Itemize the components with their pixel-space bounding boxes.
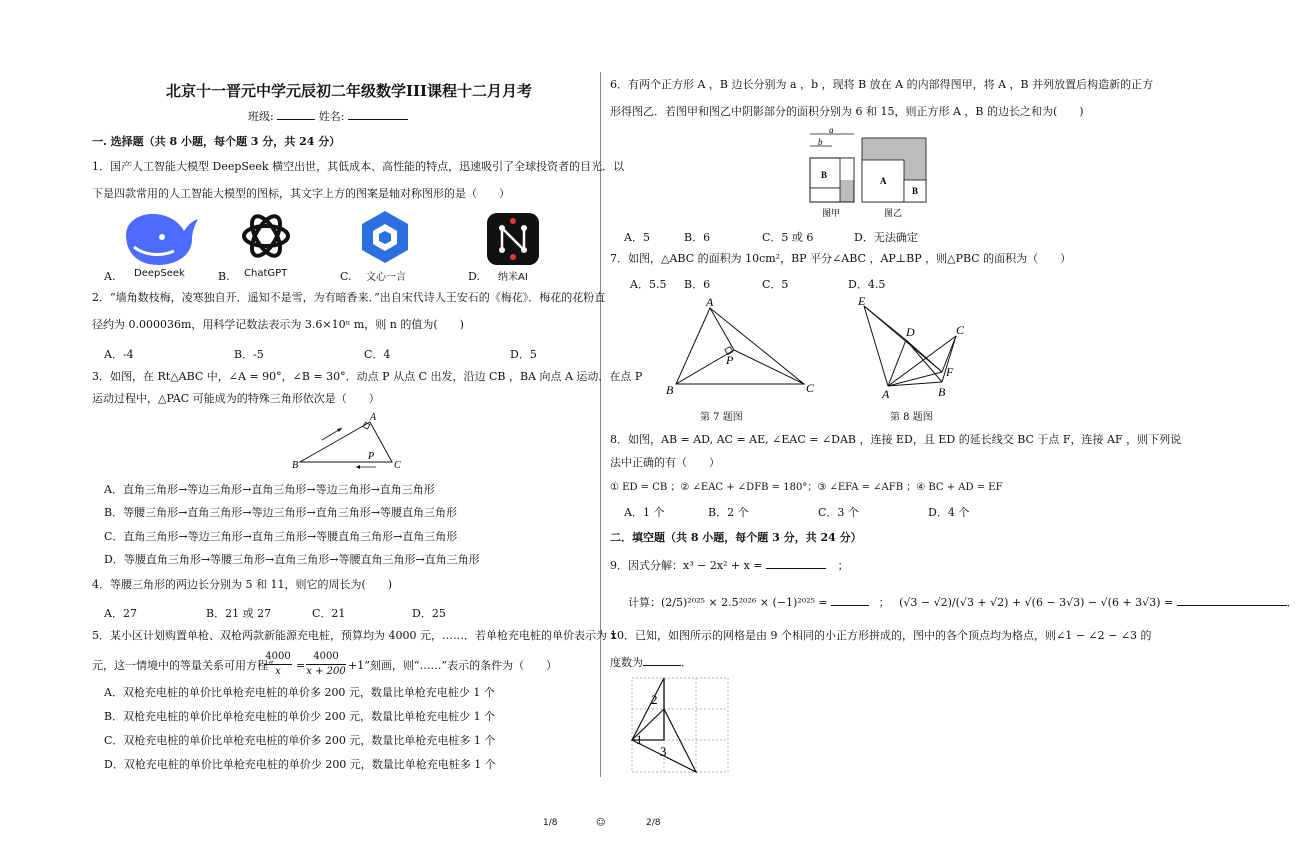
q6-yi-label-b: B	[912, 186, 919, 196]
q9-calc-blank1[interactable]	[831, 594, 869, 606]
q10-line2-text: 度数为	[610, 656, 643, 669]
right-page	[608, 0, 1298, 849]
q5-line2-start: 元，这一情境中的等量关系可用方程“	[92, 659, 274, 672]
q9-tail: ；	[837, 559, 849, 572]
footer-page-left: 1/8	[543, 818, 558, 828]
class-label: 班级:	[248, 110, 274, 123]
q9-calc-expr: (√3 − √2)/(√3 + √2) + √(6 − 3√3) − √(6 + 3√3) =	[899, 596, 1177, 609]
q4-option-b[interactable]: B．21 或 27	[206, 607, 272, 620]
q1-option-b-caption: ChatGPT	[244, 268, 288, 279]
q1-option-d-caption: 纳米AI	[498, 272, 528, 283]
knot-icon	[236, 206, 296, 266]
q2-option-a[interactable]: A．-4	[104, 348, 134, 361]
q5-eq: =	[296, 659, 306, 672]
q10-line1: 10．已知，如图所示的网格是由 9 个相同的小正方形拼成的，图中的各个顶点均为格点，则∠1 − ∠2 − ∠3 的	[610, 629, 1152, 642]
q7-option-d[interactable]: D．4.5	[848, 278, 886, 291]
q4-option-a[interactable]: A．27	[104, 607, 137, 620]
exam-title: 北京十一晋元中学元辰初二年级数学III课程十二月月考	[166, 82, 533, 100]
section1-heading: 一. 选择题（共 8 小题，每个题 3 分，共 24 分）	[92, 135, 341, 148]
q3-option-b[interactable]: B．等腰三角形→直角三角形→等边三角形→直角三角形→等腰直角三角形	[104, 506, 457, 519]
q8-option-d[interactable]: D．4 个	[928, 506, 970, 519]
q1-option-c-letter: C.	[340, 270, 352, 283]
q10-line2	[610, 654, 692, 670]
q7-line1: 7．如图，△ABC 的面积为 10cm²，BP 平分∠ABC ，AP⊥BP ，则△PBC 的面积为（ ）	[610, 252, 1072, 265]
q1-option-a-letter: A.	[104, 270, 116, 283]
q5-option-b[interactable]: B．双枪充电桩的单价比单枪充电桩的单价少 200 元，数量比单枪充电桩少 1 个	[104, 710, 496, 723]
q10-angle-2: 2	[651, 692, 658, 707]
q8-label-c: C	[956, 323, 965, 337]
q5-line1: 5．某小区计划购置单枪、双枪两款新能源充电桩，预算均为 4000 元，……．若单枪充电桩的单价表示为 x	[92, 629, 617, 642]
q1-option-a-caption: DeepSeek	[134, 268, 185, 279]
whale-icon	[120, 205, 202, 267]
q8-line3: ① ED = CB ；② ∠EAC + ∠DFB = 180°；③ ∠EFA = ∠AFB ；④ BC + AD = EF	[610, 482, 1003, 493]
q3-label-p: P	[368, 451, 375, 462]
q1-line2: 下是四款常用的人工智能大模型的图标，其文字上方的图案是轴对称图形的是（ ）	[92, 187, 510, 200]
q10-blank[interactable]	[643, 654, 681, 666]
q5-frac2-num: 4000	[306, 650, 346, 665]
q6-jia-caption: 图甲	[822, 208, 841, 218]
nano-icon	[486, 212, 540, 266]
q7-label-a: A	[706, 295, 714, 309]
q6-yi-label-a: A	[880, 176, 887, 186]
class-blank[interactable]	[277, 108, 315, 120]
section2-heading: 二．填空题（共 8 小题，每个题 3 分，共 24 分）	[610, 531, 862, 544]
q3-line2: 运动过程中，△PAC 可能成为的特殊三角形依次是（ ）	[92, 392, 380, 405]
q7-label-c: C	[806, 381, 815, 395]
q3-label-b: B	[292, 460, 299, 471]
q6-label-a: a	[829, 125, 834, 135]
q3-label-c: C	[394, 460, 401, 471]
q6-option-d[interactable]: D．无法确定	[854, 231, 918, 244]
q6-yi-caption: 图乙	[884, 208, 903, 218]
q8-label-e: E	[858, 294, 866, 308]
q5-option-d[interactable]: D．双枪充电桩的单价比单枪充电桩的单价少 200 元，数量比单枪充电桩多 1 个	[104, 758, 496, 771]
q6-jia-label-b: B	[821, 170, 828, 180]
q9-line1	[610, 557, 849, 573]
q5-frac2	[306, 650, 346, 679]
q10-angle-3: 3	[660, 744, 667, 759]
name-label: 姓名:	[318, 110, 345, 123]
footer-icon: ☺	[596, 818, 606, 828]
q6-option-c[interactable]: C．5 或 6	[762, 231, 814, 244]
q7-caption: 第 7 题图	[700, 412, 743, 423]
name-blank[interactable]	[348, 108, 408, 120]
q9-text: 9．因式分解：x³ − 2x² + x =	[610, 559, 767, 572]
column-divider	[600, 72, 601, 777]
q8-option-c[interactable]: C．3 个	[818, 506, 859, 519]
q6-line2: 形得图乙．若图甲和图乙中阴影部分的面积分别为 6 和 15，则正方形 A ，B 的边长之和为( )	[610, 105, 1084, 118]
q8-option-a[interactable]: A．1 个	[624, 506, 665, 519]
q5-frac2-den: x + 200	[306, 666, 346, 677]
q1-option-b-letter: B.	[218, 270, 230, 283]
q5-frac1-den: x	[275, 666, 281, 677]
q5-option-c[interactable]: C．双枪充电桩的单价比单枪充电桩的单价多 200 元，数量比单枪充电桩多 1 个	[104, 734, 496, 747]
q4-option-c[interactable]: C．21	[312, 607, 346, 620]
q6-label-b: b	[818, 137, 823, 147]
q9-calc-prefix: 计算：(2/5)²⁰²⁵ × 2.5²⁰²⁶ × (−1)²⁰²⁵ =	[628, 596, 832, 609]
q8-label-f: F	[946, 365, 954, 379]
q3-line1: 3．如图，在 Rt△ABC 中，∠A = 90°，∠B = 30°．动点 P 从点 C 出发，沿边 CB ，BA 向点 A 运动．在点 P	[92, 370, 643, 383]
q10-figure	[630, 676, 730, 774]
q2-line1: 2．“墙角数枝梅，凌寒独自开．遥知不是雪，为有暗香来．”出自宋代诗人王安石的《梅花》．梅花的花粉直	[92, 291, 606, 304]
q5-frac1-num: 4000	[264, 650, 292, 665]
q7-option-c[interactable]: C．5	[762, 278, 789, 291]
hexagon-icon	[356, 208, 414, 266]
q8-line1: 8．如图，AB = AD, AC = AE, ∠EAC = ∠DAB ，连接 ED，且 ED 的延长线交 BC 于点 F，连接 AF ，则下列说	[610, 433, 1182, 446]
q8-label-a: A	[882, 387, 890, 401]
q8-label-b: B	[938, 385, 946, 399]
q3-label-a: A	[370, 412, 377, 423]
q6-figure	[804, 125, 930, 220]
class-name-line	[248, 108, 408, 124]
q5-frac1	[264, 650, 292, 679]
q8-line2: 法中正确的有（ ）	[610, 456, 720, 469]
q9-calc-blank2[interactable]	[1177, 594, 1287, 606]
q10-angle-1: 1	[636, 732, 643, 747]
q3-option-a[interactable]: A．直角三角形→等边三角形→直角三角形→等边三角形→直角三角形	[104, 483, 435, 496]
q7-option-b[interactable]: B．6	[684, 278, 711, 291]
q5-line2-end: +1”刻画，则“……”表示的条件为（ ）	[348, 659, 558, 672]
q5-option-a[interactable]: A．双枪充电桩的单价比单枪充电桩的单价多 200 元，数量比单枪充电桩少 1 个	[104, 686, 495, 699]
footer-page-right: 2/8	[646, 818, 661, 828]
q6-line1: 6．有两个正方形 A ，B 边长分别为 a ，b ，现将 B 放在 A 的内部得图甲，将 A ，B 并列放置后构造新的正方	[610, 78, 1154, 91]
q6-option-b[interactable]: B．6	[684, 231, 711, 244]
q1-line1: 1．国产人工智能大模型 DeepSeek 横空出世，其低成本、高性能的特点，迅速吸引了全球投资者的目光．以	[92, 160, 625, 173]
q4-line1: 4．等腰三角形的两边长分别为 5 和 11，则它的周长为( )	[92, 578, 393, 591]
q3-figure	[288, 410, 408, 472]
q8-option-b[interactable]: B．2 个	[708, 506, 749, 519]
q9-blank[interactable]	[766, 557, 826, 569]
q3-option-c[interactable]: C．直角三角形→等边三角形→直角三角形→等腰直角三角形→直角三角形	[104, 530, 458, 543]
q3-option-d[interactable]: D．等腰直角三角形→等腰三角形→直角三角形→等腰直角三角形→直角三角形	[104, 553, 480, 566]
q8-caption: 第 8 题图	[890, 412, 933, 423]
q1-option-c-caption: 文心一言	[366, 272, 406, 283]
q2-option-c[interactable]: C．4	[364, 348, 391, 361]
q9-calc-end: ．	[1286, 596, 1298, 609]
q2-option-d[interactable]: D．5	[510, 348, 537, 361]
q7-figure	[662, 294, 822, 398]
q9-calc-line	[628, 594, 1298, 610]
q1-option-d-letter: D.	[468, 270, 480, 283]
q7-label-b: B	[666, 383, 674, 397]
q4-option-d[interactable]: D．25	[412, 607, 446, 620]
q8-label-d: D	[906, 325, 915, 339]
q7-option-a[interactable]: A．5.5	[630, 278, 667, 291]
q6-option-a[interactable]: A．5	[624, 231, 650, 244]
q10-line2-end: ．	[681, 656, 692, 669]
q2-option-b[interactable]: B．-5	[234, 348, 264, 361]
q8-figure	[856, 294, 968, 401]
q9-calc-mid: ；	[878, 596, 890, 609]
q2-line2: 径约为 0.000036m，用科学记数法表示为 3.6×10ⁿ m，则 n 的值为( )	[92, 318, 464, 331]
q7-label-p: P	[726, 353, 734, 367]
